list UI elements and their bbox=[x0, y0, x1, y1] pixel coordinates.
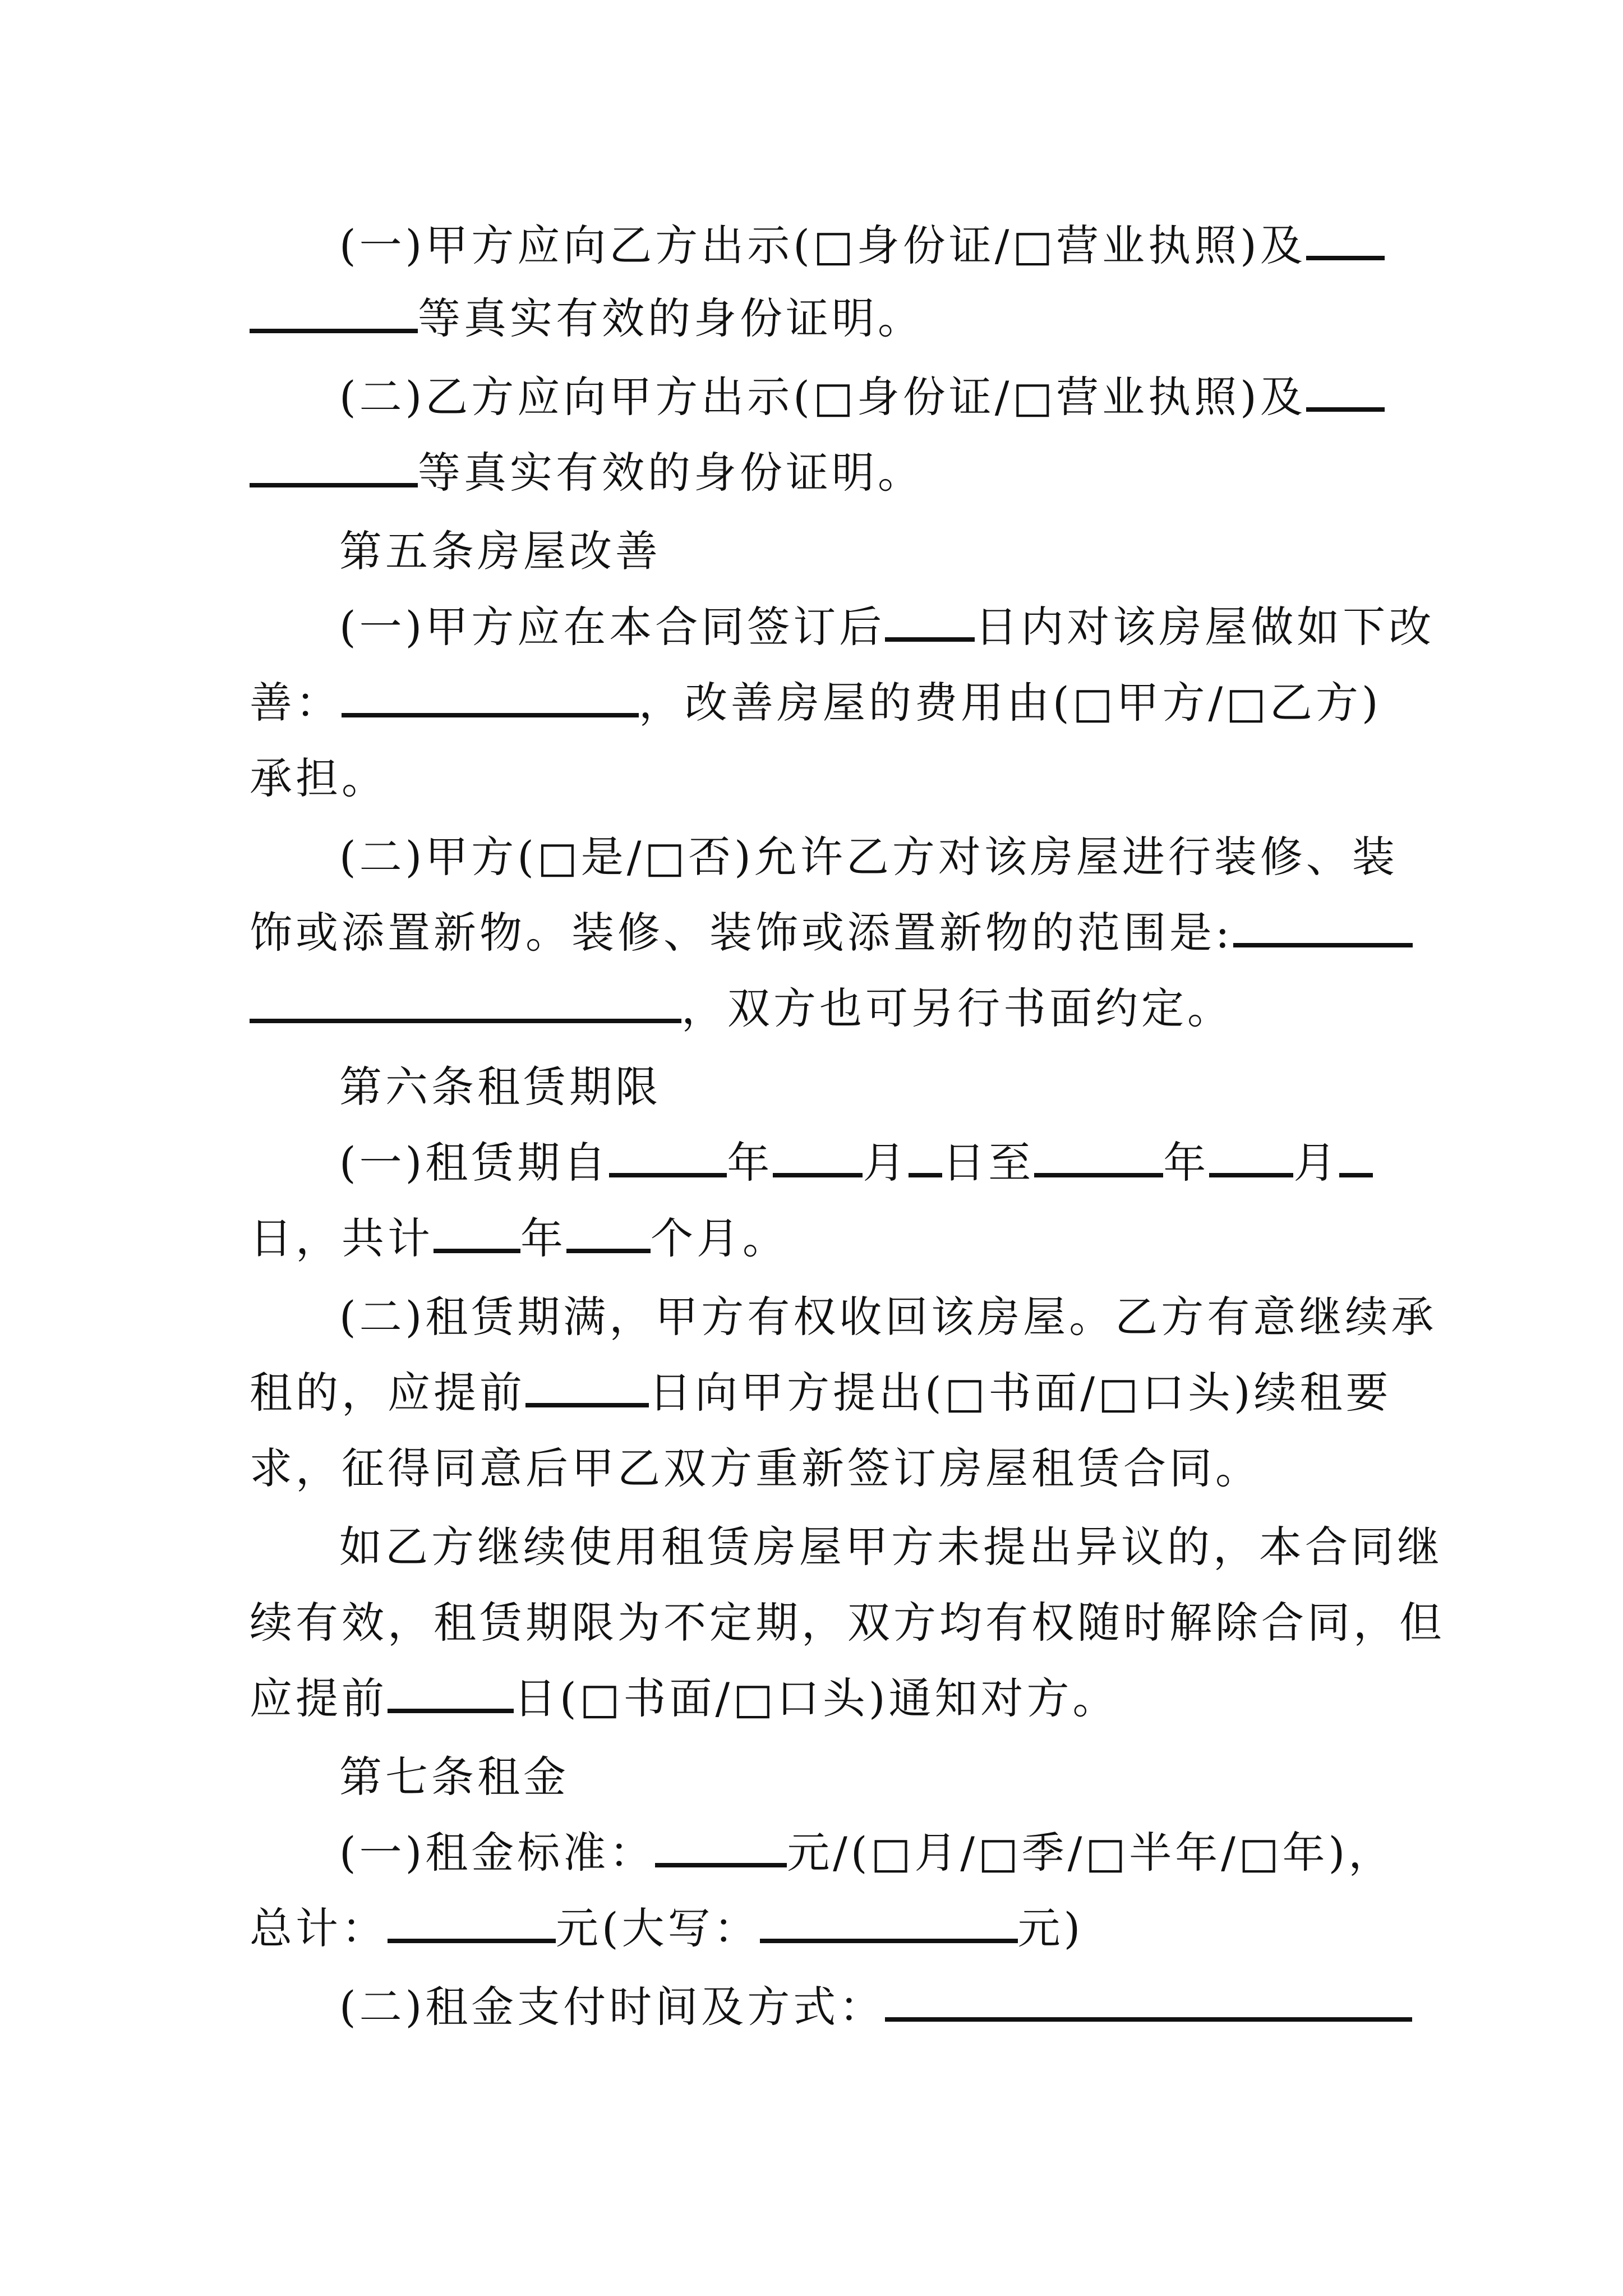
text-fragment: 月 bbox=[863, 1138, 909, 1188]
clause-5-2-line-1 bbox=[339, 832, 1398, 882]
text-fragment: ，改善房屋的费用由(□甲方/□乙方) bbox=[639, 678, 1382, 728]
text-fragment: 日(□书面/□口头)通知对方。 bbox=[514, 1673, 1119, 1723]
clause-6-2-line-1 bbox=[339, 1292, 1437, 1342]
fill-in-blank[interactable] bbox=[655, 1833, 787, 1867]
text-fragment: 善： bbox=[250, 678, 342, 728]
fill-in-blank[interactable] bbox=[909, 1143, 942, 1177]
text-fragment: 年 bbox=[520, 1213, 566, 1263]
fill-in-blank[interactable] bbox=[250, 453, 418, 487]
text-fragment: ，双方也可另行书面约定。 bbox=[681, 983, 1233, 1033]
clause-6-1-line-1 bbox=[339, 1138, 1373, 1188]
fill-in-blank[interactable] bbox=[1306, 226, 1385, 260]
text-fragment: 等真实有效的身份证明。 bbox=[418, 448, 924, 498]
fill-in-blank[interactable] bbox=[250, 299, 418, 333]
text-fragment: 租的，应提前 bbox=[250, 1368, 525, 1418]
text-fragment: (二)租金支付时间及方式： bbox=[339, 1982, 886, 2032]
fill-in-blank[interactable] bbox=[250, 989, 681, 1023]
clause-6-2-line-3 bbox=[250, 1443, 1261, 1493]
text-fragment: 饰或添置新物。装修、装饰或添置新物的范围是: bbox=[250, 908, 1233, 958]
text-fragment: 日至 bbox=[942, 1138, 1035, 1188]
heading-text: 第五条房屋改善 bbox=[339, 526, 661, 576]
fill-in-blank[interactable] bbox=[566, 1219, 651, 1253]
fill-in-blank[interactable] bbox=[388, 1909, 556, 1943]
text-fragment: 承担。 bbox=[250, 753, 388, 803]
text-fragment: 元(大写： bbox=[556, 1903, 760, 1953]
text-fragment: 续有效，租赁期限为不定期，双方均有权随时解除合同，但 bbox=[250, 1598, 1445, 1648]
clause-5-1-line-3 bbox=[250, 753, 388, 803]
text-fragment: 应提前 bbox=[250, 1673, 388, 1723]
fill-in-blank[interactable] bbox=[525, 1373, 649, 1407]
text-fragment: 个月。 bbox=[651, 1213, 789, 1263]
clause-5-2-line-2 bbox=[250, 908, 1413, 958]
fill-in-blank[interactable] bbox=[1034, 1143, 1163, 1177]
text-fragment: 年 bbox=[1163, 1138, 1210, 1188]
text-fragment: 月 bbox=[1293, 1138, 1340, 1188]
fill-in-blank[interactable] bbox=[773, 1143, 863, 1177]
fill-in-blank[interactable] bbox=[1306, 378, 1385, 412]
clause-6-1-line-2 bbox=[250, 1213, 789, 1263]
clause-6-3-line-2 bbox=[250, 1598, 1445, 1648]
heading-text: 第七条租金 bbox=[339, 1752, 569, 1802]
fill-in-blank[interactable] bbox=[885, 608, 975, 642]
clause-4-2-line-2 bbox=[250, 448, 924, 498]
clause-6-3-line-3 bbox=[250, 1673, 1119, 1723]
clause-4-1-line-1 bbox=[339, 220, 1385, 270]
fill-in-blank[interactable] bbox=[388, 1679, 514, 1713]
text-fragment: 等真实有效的身份证明。 bbox=[418, 293, 924, 343]
text-fragment: (一)甲方应向乙方出示(□身份证/□营业执照)及 bbox=[339, 220, 1306, 270]
text-fragment: 求，征得同意后甲乙双方重新签订房屋租赁合同。 bbox=[250, 1443, 1261, 1493]
text-fragment: (二)乙方应向甲方出示(□身份证/□营业执照)及 bbox=[339, 372, 1306, 422]
text-fragment: 年 bbox=[727, 1138, 773, 1188]
text-fragment: (一)甲方应在本合同签订后 bbox=[339, 602, 886, 652]
clause-7-2-line-1 bbox=[339, 1982, 1412, 2032]
fill-in-blank[interactable] bbox=[885, 1987, 1412, 2022]
fill-in-blank[interactable] bbox=[342, 683, 639, 717]
text-fragment: (二)甲方(□是/□否)允许乙方对该房屋进行装修、装 bbox=[339, 832, 1398, 882]
clause-5-1-line-2 bbox=[250, 678, 1382, 728]
fill-in-blank[interactable] bbox=[1339, 1143, 1373, 1177]
text-fragment: 如乙方继续使用租赁房屋甲方未提出异议的，本合同继 bbox=[339, 1522, 1443, 1572]
fill-in-blank[interactable] bbox=[760, 1909, 1018, 1943]
text-fragment: 元/(□月/□季/□半年/□年)， bbox=[787, 1828, 1395, 1878]
text-fragment: (一)租赁期自 bbox=[339, 1138, 610, 1188]
fill-in-blank[interactable] bbox=[1209, 1143, 1293, 1177]
clause-7-1-line-2 bbox=[250, 1903, 1084, 1953]
clause-4-2-line-1 bbox=[339, 372, 1385, 422]
text-fragment: (一)租金标准： bbox=[339, 1828, 656, 1878]
text-fragment: 元) bbox=[1017, 1903, 1084, 1953]
article-5-heading bbox=[339, 526, 661, 576]
clause-4-1-line-2 bbox=[250, 293, 924, 343]
article-7-heading bbox=[339, 1752, 569, 1802]
clause-6-2-line-2 bbox=[250, 1368, 1392, 1418]
clause-6-3-line-1 bbox=[339, 1522, 1443, 1572]
clause-5-2-line-3 bbox=[250, 983, 1233, 1033]
fill-in-blank[interactable] bbox=[434, 1219, 520, 1253]
article-6-heading bbox=[339, 1062, 661, 1112]
fill-in-blank[interactable] bbox=[609, 1143, 727, 1177]
text-fragment: 日向甲方提出(□书面/□口头)续租要 bbox=[649, 1368, 1392, 1418]
fill-in-blank[interactable] bbox=[1233, 913, 1413, 947]
clause-5-1-line-1 bbox=[339, 602, 1435, 652]
clause-7-1-line-1 bbox=[339, 1828, 1395, 1878]
heading-text: 第六条租赁期限 bbox=[339, 1062, 661, 1112]
text-fragment: 总计： bbox=[250, 1903, 388, 1953]
text-fragment: (二)租赁期满，甲方有权收回该房屋。乙方有意继续承 bbox=[339, 1292, 1437, 1342]
text-fragment: 日，共计 bbox=[250, 1213, 434, 1263]
text-fragment: 日内对该房屋做如下改 bbox=[975, 602, 1435, 652]
